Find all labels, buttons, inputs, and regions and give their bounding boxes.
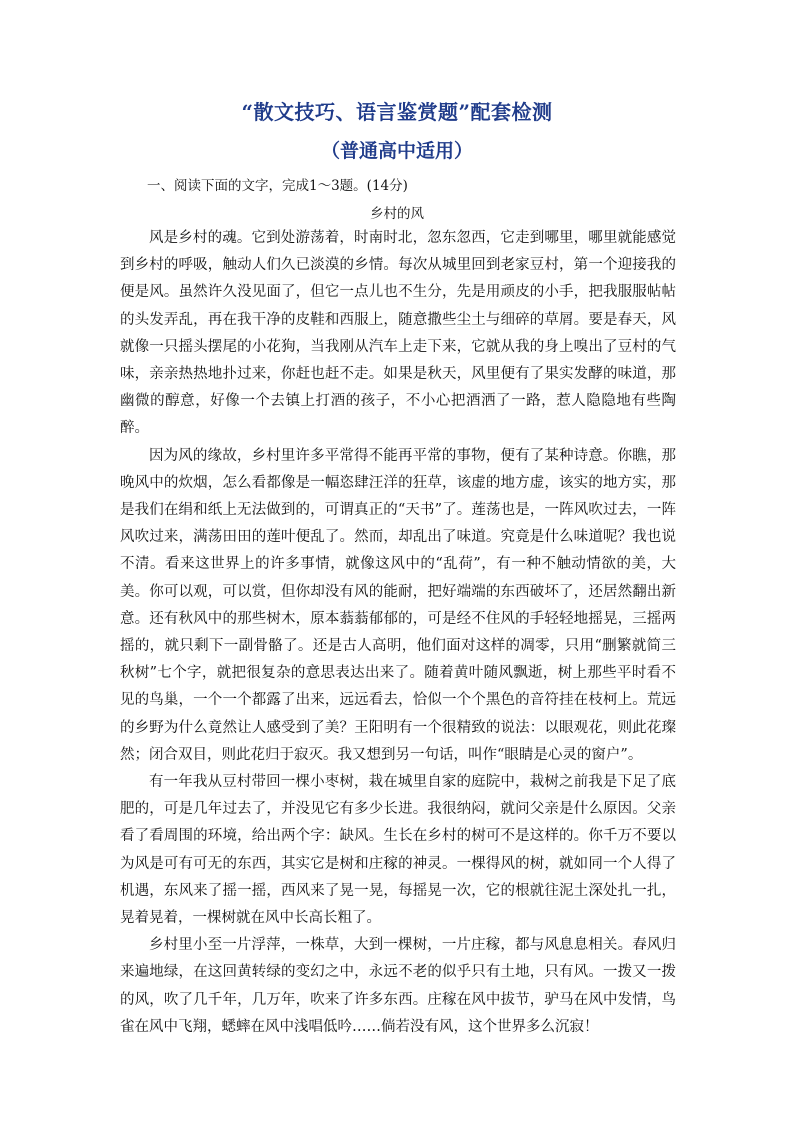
essay-body bbox=[120, 225, 676, 1041]
paragraph: 因为风的缘故，乡村里许多平常得不能再平常的事物，便有了某种诗意。你瞧，那晚风中的炊烟，怎么看都像是一幅恣肆汪洋的狂草，该虚的地方虚，该实的地方实，那是我们在绢和纸上无法做到的，可谓真正的“天书”了。莲荡也是，一阵风吹过去，一阵风吹过来，满荡田田的莲叶便乱了。然而，却乱出了味道。究竟是什么味道呢？我也说不清。看来这世界上的许多事情，就像这风中的“乱荷”，有一种不触动情欲的美，大美。你可以观，可以赏，但你却没有风的能耐，把好端端的东西破坏了，还居然翻出新意。还有秋风中的那些树木，原本蓊蓊郁郁的，可是经不住风的手轻轻地摇晃，三摇两摇的，就只剩下一副骨骼了。还是古人高明，他们面对这样的凋零，只用“删繁就简三秋树”七个字，就把很复杂的意思表达出来了。随着黄叶随风飘逝，树上那些平时看不见的鸟巢，一个一个都露了出来，远远看去，恰似一个个黑色的音符挂在枝柯上。荒远的乡野为什么竟然让人感受到了美？王阳明有一个很精致的说法：以眼观花，则此花璨然；闭合双目，则此花归于寂灭。我又想到另一句话，叫作“眼睛是心灵的窗户”。 bbox=[120, 447, 676, 763]
paragraph: 有一年我从豆村带回一棵小枣树，栽在城里自家的庭院中，栽树之前我是下足了底肥的，可是几年过去了，并没见它有多少长进。我很纳闷，就问父亲是什么原因。父亲看了看周围的环境，给出两个字：缺风。生长在乡村的树可不是这样的。你千万不要以为风是可有可无的东西，其实它是树和庄稼的神灵。一棵得风的树，就如同一个人得了机遇，东风来了摇一摇，西风来了晃一晃，每摇晃一次，它的根就往泥土深处扎一扎，晃着晃着，一棵树就在风中长高长粗了。 bbox=[120, 774, 676, 927]
essay-title: 乡村的风 bbox=[370, 206, 424, 222]
question-instruction: 一、阅读下面的文字，完成1～3题。(14分) bbox=[147, 178, 408, 194]
page-title: “散文技巧、语言鉴赏题”配套检测 bbox=[241, 100, 553, 124]
paragraph: 风是乡村的魂。它到处游荡着，时南时北，忽东忽西，它走到哪里，哪里就能感觉到乡村的呼吸，触动人们久已淡漠的乡情。每次从城里回到老家豆村，第一个迎接我的便是风。虽然许久没见面了，但它一点儿也不生分，先是用顽皮的小手，把我服服帖帖的头发弄乱，再在我干净的皮鞋和西服上，随意撒些尘土与细碎的草屑。要是春天，风就像一只摇头摆尾的小花狗，当我刚从汽车上走下来，它就从我的身上嗅出了豆村的气味，亲亲热热地扑过来，你赶也赶不走。如果是秋天，风里便有了果实发酵的味道，那幽微的醇意，好像一个去镇上打酒的孩子，不小心把酒洒了一路，惹人隐隐地有些陶醉。 bbox=[120, 230, 676, 437]
page-subtitle: （普通高中适用） bbox=[320, 140, 473, 162]
paragraph: 乡村里小至一片浮萍，一株草，大到一棵树，一片庄稼，都与风息息相关。春风归来遍地绿，在这回黄转绿的变幻之中，永远不老的似乎只有土地，只有风。一拨又一拨的风，吹了几千年，几万年，吹来了许多东西。庄稼在风中拔节，驴马在风中发情，鸟雀在风中飞翔，蟋蟀在风中浅唱低吟……倘若没有风，这个世界多么沉寂！ bbox=[120, 937, 676, 1035]
